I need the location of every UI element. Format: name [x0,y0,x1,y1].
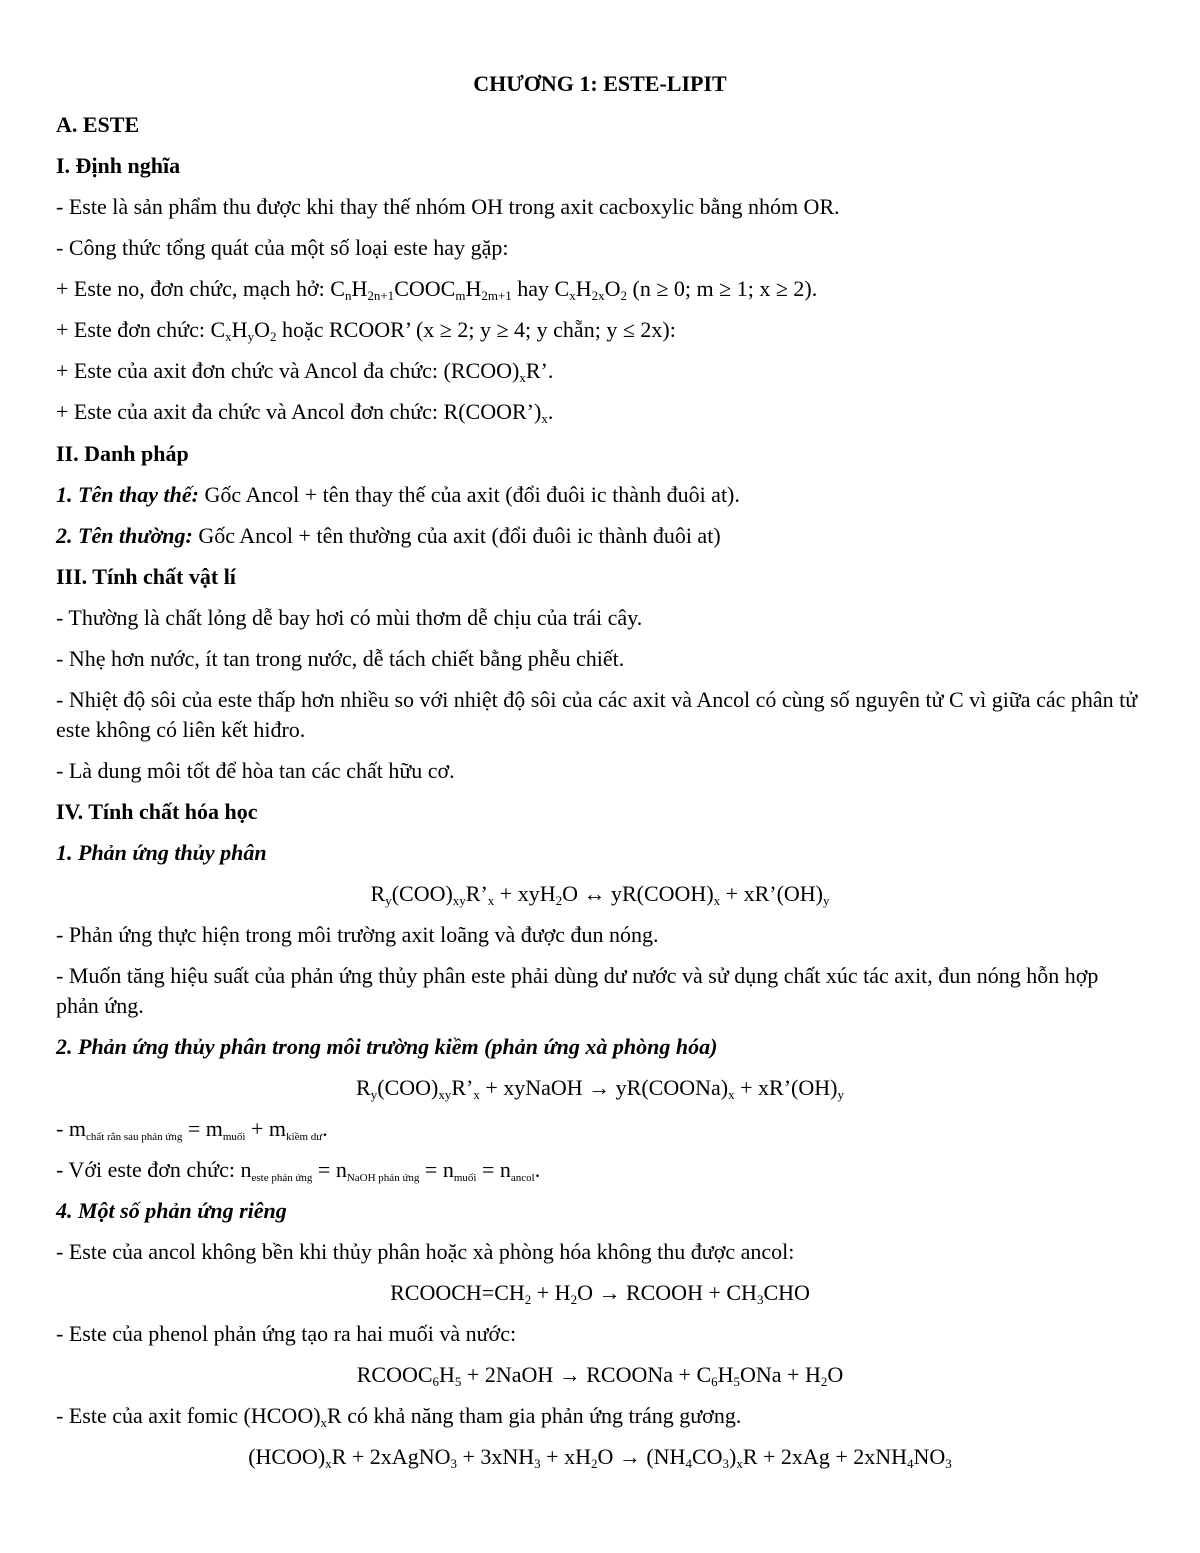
formula-polyol-ester: + Este của axit đơn chức và Ancol đa chức: $(RCOO)_xR$’. [56,358,554,385]
formula-condition: (n ≥ 0; m ≥ 1; x ≥ 2). [627,276,818,301]
special-reactions-heading: 4. Một số phản ứng riêng [56,1198,287,1223]
special-reaction-note: - Este của phenol phản ứng tạo ra hai muối và nước: [56,1321,517,1346]
special-reaction-note: - Este của ancol không bền khi thủy phân hoặc xà phòng hóa không thu được ancol: [56,1239,795,1264]
physical-property: - Nhẹ hơn nước, ít tan trong nước, dễ tách chiết bằng phễu chiết. [56,646,625,671]
formula-condition: hoặc RCOOR’ (x ≥ 2; y ≥ 4; y chẵn; y ≤ 2x): [276,317,676,342]
section-ii-heading: II. Danh pháp [56,441,189,466]
hydrolysis-note: - Muốn tăng hiệu suất của phản ứng thủy phân este phải dùng dư nước và sử dụng chất xúc tác axit, đun nóng hỗn hợp phản ứng. [56,963,1099,1018]
acid-hydrolysis-equation: $R_y(COO)_{xy}R’_x + xyH_2O$ ↔ $yR(COOH)_x$ + $xR’(OH)_y$ [370,881,830,908]
vinyl-ester-equation: $RCOOCH=CH_2 + H_2O$ → RCOOH + $CH_3CHO$ [390,1280,810,1307]
mass-balance-formula: - $m_{chất rắn sau phản ứng} = m_{muối} + m_{kiềm dư}$. [56,1116,328,1143]
phenyl-ester-equation: $RCOOC_6H_5$ + 2NaOH → RCOONa + $C_6H_5ONa + H_2O$ [356,1362,844,1389]
section-i-heading: I. Định nghĩa [56,153,181,178]
naming-label: 1. Tên thay thế: [56,482,199,507]
saponification-equation: $R_y(COO)_{xy}R’_x$ + xyNaOH → $yR(COONa)_x$ + $xR’(OH)_y$ [356,1075,844,1102]
formula-label: + Este no, đơn chức, mạch hở: [56,276,331,301]
formula-polyacid-ester: + Este của axit đa chức và Ancol đơn chức: $R(COOR’)_x$. [56,399,554,426]
naming-common [56,521,1144,551]
silver-mirror-equation: $(HCOO)_xR$ + 2xAgNO$_3$ + $3xNH_3 + xH_2O \to (NH_4CO_3)_xR + 2xAg + 2xNH_4NO_3$ [248,1444,952,1471]
formula-saturated-ester: + Este no, đơn chức, mạch hở: $C_nH_{2n+1}COOC_mH_{2m+1}$ hay $C_xH_{2x}O_2$ (n ≥ 0; m ≥ 1; x ≥ 2). [56,276,818,303]
formula-label: + Este của axit đơn chức và Ancol đa chức: [56,358,444,383]
naming-text: Gốc Ancol + tên thay thế của axit (đổi đuôi ic thành đuôi at). [199,482,740,507]
saponification-heading: 2. Phản ứng thủy phân trong môi trường kiềm (phản ứng xà phòng hóa) [56,1034,718,1059]
naming-label: 2. Tên thường: [56,523,193,548]
chapter-title: CHƯƠNG 1: ESTE-LIPIT [473,71,727,96]
physical-property: - Nhiệt độ sôi của este thấp hơn nhiều so với nhiệt độ sôi của các axit và Ancol có cùng số nguyên tử C vì giữa các phân tử este không có liên kết hiđro. [56,687,1138,742]
mole-balance-formula: - Với este đơn chức: $n_{este phản ứng} = n_{NaOH phản ứng} = n_{muối} = n_{ancol}$. [56,1157,541,1184]
formula-label: + Este đơn chức: [56,317,211,342]
physical-property: - Là dung môi tốt để hòa tan các chất hữu cơ. [56,758,455,783]
naming-substitutive [56,480,1144,510]
section-iii-heading: III. Tính chất vật lí [56,564,236,589]
hydrolysis-heading: 1. Phản ứng thủy phân [56,840,267,865]
formula-monofunctional-ester: + Este đơn chức: $C_xH_yO_2$ hoặc RCOOR’ (x ≥ 2; y ≥ 4; y chẵn; y ≤ 2x): [56,317,676,344]
section-iv-heading: IV. Tính chất hóa học [56,799,258,824]
formula-label: + Este của axit đa chức và Ancol đơn chức: [56,399,444,424]
naming-text: Gốc Ancol + tên thường của axit (đổi đuôi ic thành đuôi at) [192,523,721,548]
hydrolysis-note: - Phản ứng thực hiện trong môi trường axit loãng và được đun nóng. [56,922,659,947]
section-a-heading: A. ESTE [56,112,140,137]
definition-text: - Este là sản phẩm thu được khi thay thế nhóm OH trong axit cacboxylic bằng nhóm OR. [56,194,840,219]
physical-property: - Thường là chất lỏng dễ bay hơi có mùi thơm dễ chịu của trái cây. [56,605,643,630]
general-formula-intro: - Công thức tổng quát của một số loại este hay gặp: [56,235,509,260]
special-reaction-note: - Este của axit fomic $(HCOO)_xR$ có khả năng tham gia phản ứng tráng gương. [56,1403,742,1430]
